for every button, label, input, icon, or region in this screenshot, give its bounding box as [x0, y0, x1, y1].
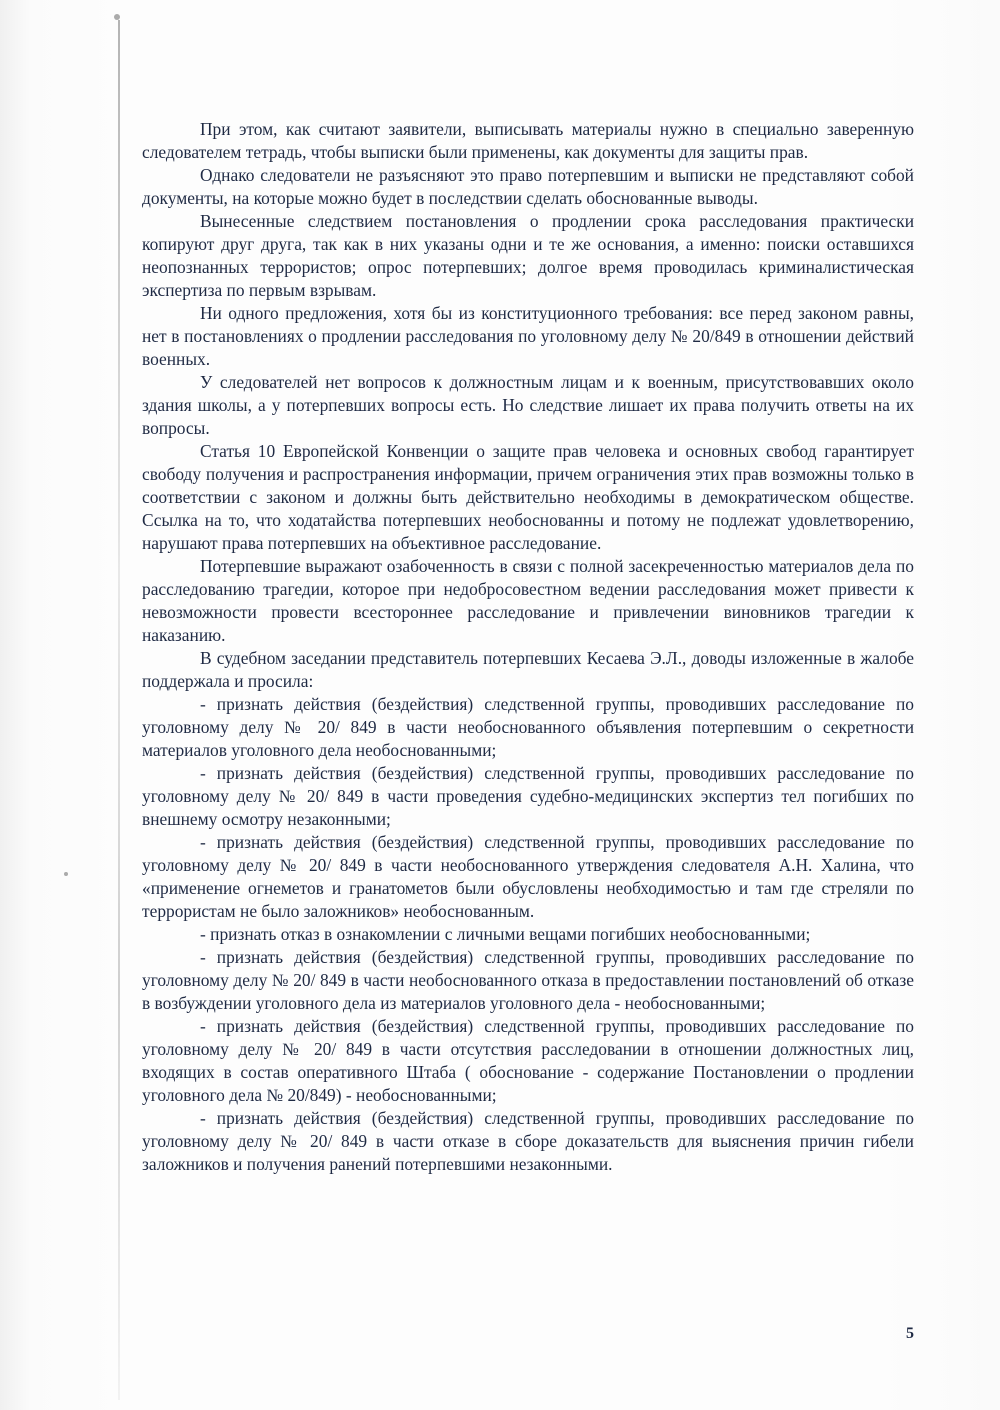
paragraph: Ни одного предложения, хотя бы из конституционного требования: все перед законом равны, нет в постановлениях о продлении расследования по уголовному делу № 20/849 в отношении действий военных. — [142, 303, 914, 369]
paragraph: В судебном заседании представитель потерпевших Кесаева Э.Л., доводы изложенные в жалобе поддержала и просила: — [142, 648, 914, 691]
paragraph: Потерпевшие выражают озабоченность в связи с полной засекреченностью материалов дела по расследованию трагедии, которое при недобросовестном ведении расследования может привести к невозможности провести всестороннее расследование и привлечении виновников трагедии к наказанию. — [142, 556, 914, 645]
request-item: - признать действия (бездействия) следственной группы, проводивших расследование по уголовному делу № 20/ 849 в части необоснованного утверждения следователя А.Н. Халина, что «применение огнеметов и гранатометов были обусловлены необходимостью и там где стреляли по террористам не было заложников» необоснованным. — [142, 832, 914, 921]
request-item: - признать действия (бездействия) следственной группы, проводивших расследование по уголовному делу № 20/ 849 в части отказе в сборе доказательств для выяснения причин гибели заложников и получения ранений потерпевшими незаконными. — [142, 1108, 914, 1174]
request-item: - признать отказ в ознакомлении с личными вещами погибших необоснованными; — [200, 924, 811, 944]
request-item: - признать действия (бездействия) следственной группы, проводивших расследование по уголовному делу № 20/ 849 в части необоснованного отказа в предоставлении постановлений об отказе в возбуждении уголовного дела из материалов уголовного дела - необоснованными; — [142, 947, 914, 1013]
paragraph: У следователей нет вопросов к должностным лицам и к военным, присутствовавших около здания школы, а у потерпевших вопросы есть. Но следствие лишает их права получить ответы на их вопросы. — [142, 372, 914, 438]
scan-speck — [64, 872, 68, 876]
paragraph: Вынесенные следствием постановления о продлении срока расследования практически копируют друг друга, так как в них указаны одни и те же основания, а именно: поиски оставшихся неопознанных террористов; опрос потерпевших; долгое время проводилась криминалистическая экспертиза по первым взрывам. — [142, 211, 914, 300]
paragraph: Однако следователи не разъясняют это право потерпевшим и выписки не представляют собой документы, на которые можно будет в последствии сделать обоснованные выводы. — [142, 165, 914, 208]
request-item: - признать действия (бездействия) следственной группы, проводивших расследование по уголовному делу № 20/ 849 в части проведения судебно-медицинских экспертиз тел погибших по внешнему осмотру незаконными; — [142, 763, 914, 829]
paragraph: Статья 10 Европейской Конвенции о защите прав человека и основных свобод гарантирует свободу получения и распространения информации, причем ограничения этих прав возможны только в соответствии с законом и должны быть действительно необходимы в демократическом обществе. Ссылка на то, что ходатайства потерпевших необоснованны и потому не подлежат удовлетворению, нарушают права потерпевших на объективное расследование. — [142, 441, 914, 553]
document-body — [142, 118, 914, 1176]
scan-speck — [114, 14, 120, 20]
page-fold-shadow — [118, 20, 120, 1400]
paragraph: При этом, как считают заявители, выписывать материалы нужно в специально заверенную следователем тетрадь, чтобы выписки были применены, как документы для защиты прав. — [142, 119, 914, 162]
page-number: 5 — [906, 1325, 914, 1342]
request-item: - признать действия (бездействия) следственной группы, проводивших расследование по уголовному делу № 20/ 849 в части необоснованного объявления потерпевшим о секретности материалов уголовного дела необоснованными; — [142, 694, 914, 760]
request-item: - признать действия (бездействия) следственной группы, проводивших расследование по уголовному делу № 20/ 849 в части отсутствия расследовании в отношении должностных лиц, входящих в состав оперативного Штаба ( обоснование - содержание Постановлении о продлении уголовного дела № 20/849) - необоснованными; — [142, 1016, 914, 1105]
